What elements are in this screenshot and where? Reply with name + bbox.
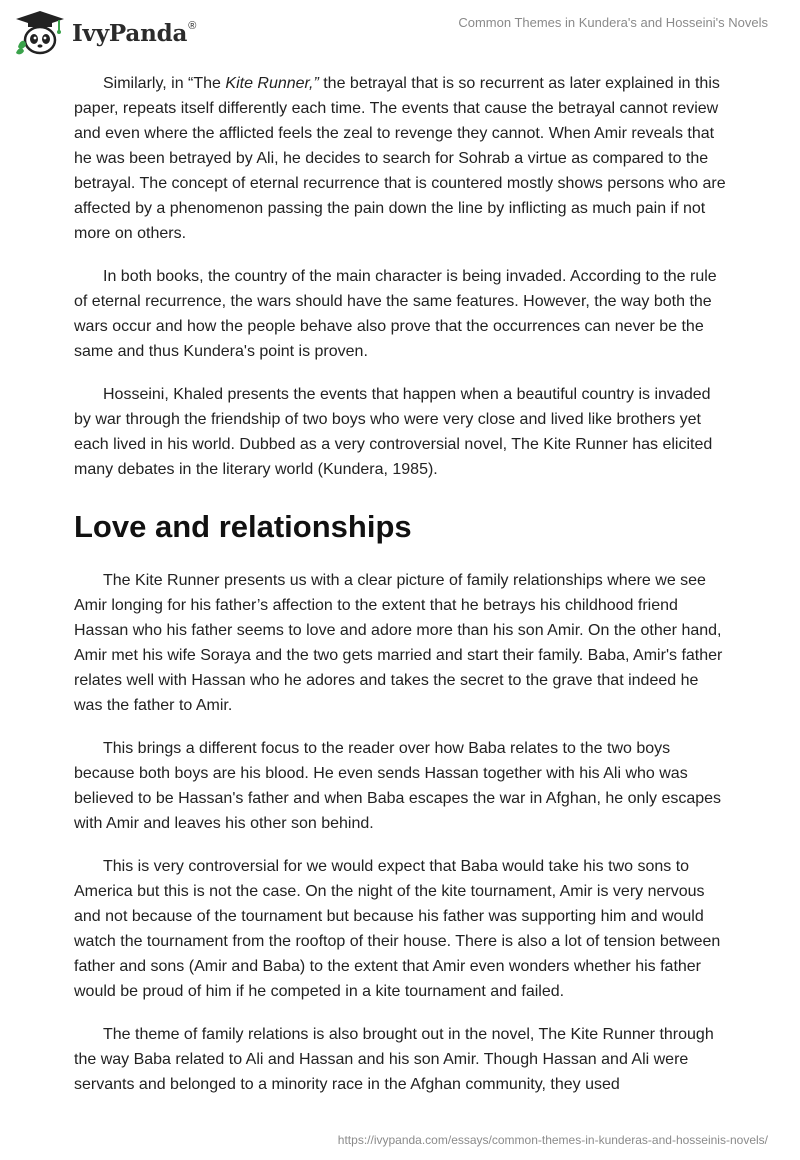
panda-graduate-icon xyxy=(14,9,66,57)
paragraph: The theme of family relations is also brought out in the novel, The Kite Runner through the way Baba related to Ali and Hassan and his son Amir. Though Hassan and Ali were servants and belonged to a minority race in the Afghan community, they used xyxy=(74,1026,714,1093)
paragraph: Hosseini, Khaled presents the events that happen when a beautiful country is invaded by war through the friendship of two boys who were very close and lived like brothers yet each lived in his world. Dubbed as a very controversial novel, The Kite Runner has elicited many debates in the literary world (Kundera, 1985). xyxy=(74,386,713,478)
paragraph: The Kite Runner presents us with a clear picture of family relationships where we see Amir longing for his father’s affection to the extent that he betrays his childhood friend Hassan who his father seems to love and adore more than his son Amir. On the other hand, Amir met his wife Soraya and the two gets married and start their family. Baba, Amir's father relates well with Hassan who he adores and takes the secret to the grave that indeed he was the father to Amir. xyxy=(74,572,723,714)
essay-content xyxy=(74,71,726,1115)
brand-name: IvyPanda® xyxy=(72,19,197,47)
source-url-link[interactable]: https://ivypanda.com/essays/common-themes-in-kunderas-and-hosseinis-novels/ xyxy=(337,1133,768,1147)
paragraph: In both books, the country of the main character is being invaded. According to the rule of eternal recurrence, the wars should have the same features. However, the way both the wars occur and how the people behave also prove that the occurrences can never be the same and thus Kundera's point is proven. xyxy=(74,268,717,360)
book-title-italic: Kite Runner,” xyxy=(225,75,319,92)
section-heading: Love and relationships xyxy=(74,509,412,544)
page-header xyxy=(0,0,800,66)
paragraph: This brings a different focus to the reader over how Baba relates to the two boys because both boys are his blood. He even sends Hassan together with his Ali who was believed to be Hassan's father and when Baba escapes the war in Afghan, he only escapes with Amir and leaves his other son behind. xyxy=(74,740,722,832)
registered-mark: ® xyxy=(188,19,197,32)
ivypanda-logo[interactable] xyxy=(14,9,196,57)
paragraph: This is very controversial for we would expect that Baba would take his two sons to America but this is not the case. On the night of the kite tournament, Amir is very nervous and not because of the tournament but because his father was supporting him and would watch the tournament from the rooftop of their house. There is also a lot of tension between father and sons (Amir and Baba) to the extent that Amir even wonders whether his father would be proud of him if he competed in a kite tournament and failed. xyxy=(74,858,721,1000)
paragraph: Similarly, in “The Kite Runner,” the betrayal that is so recurrent as later explained in this paper, repeats itself differently each time. The events that cause the betrayal cannot review and even where the afflicted feels the zeal to revenge they cannot. When Amir reveals that he was been betrayed by Ali, he decides to search for Sohrab a virtue as compared to the betrayal. The concept of eternal recurrence that is countered mostly shows persons who are affected by a phenomenon passing the pain down the line by inflicting as much pain if not more on others. xyxy=(74,75,726,242)
document-title: Common Themes in Kundera's and Hosseini's Novels xyxy=(458,15,768,30)
